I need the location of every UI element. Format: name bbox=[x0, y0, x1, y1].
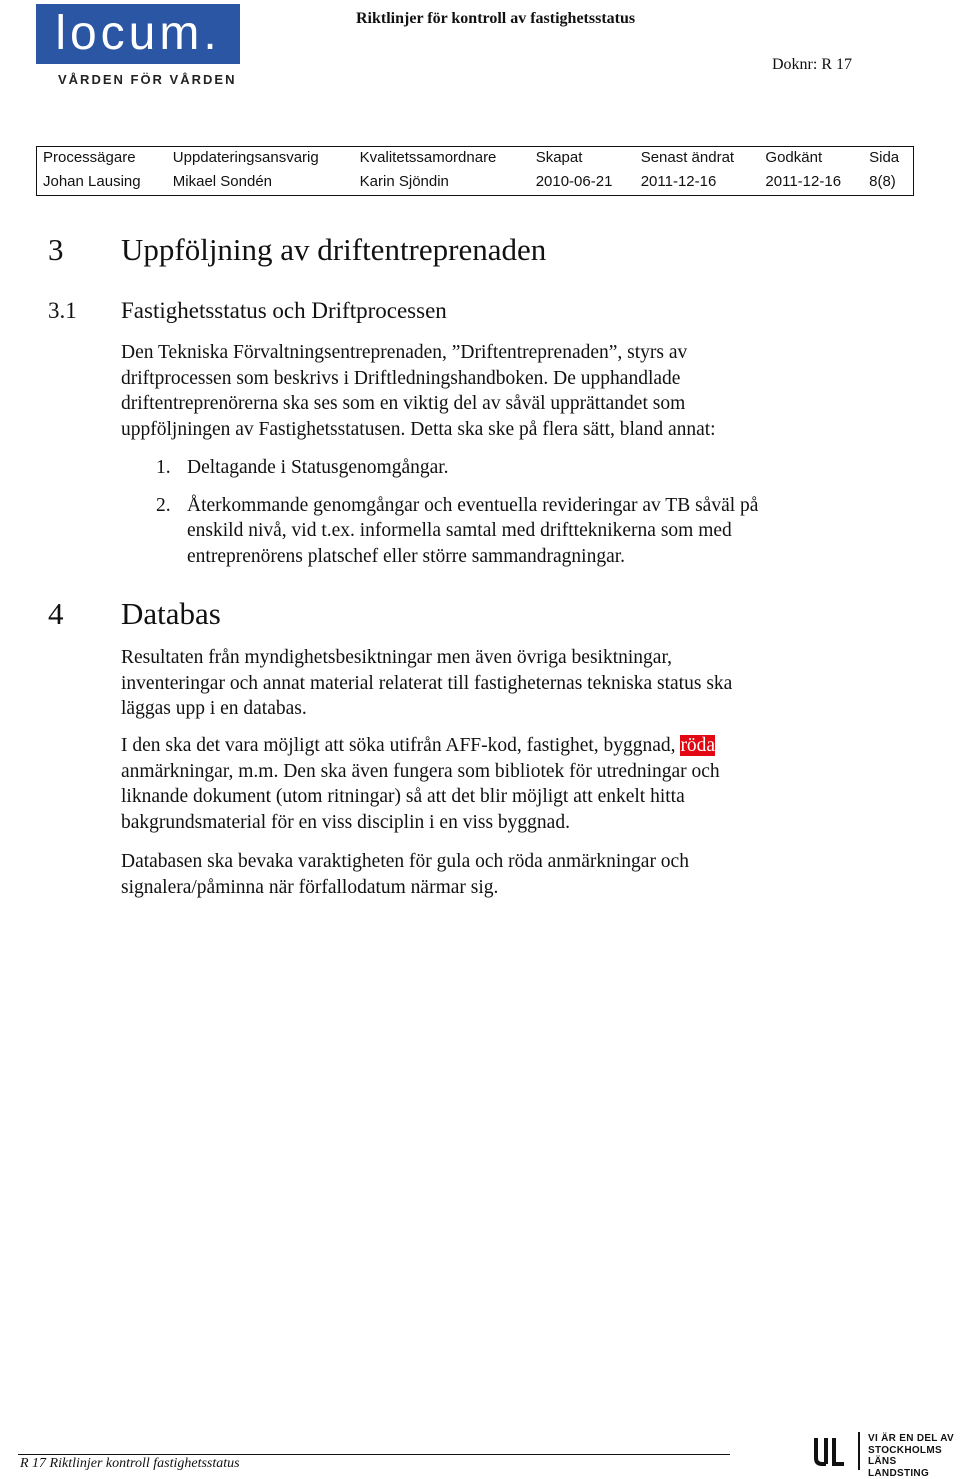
meta-header-cell: Senast ändrat bbox=[640, 149, 735, 166]
meta-header-cell: Sida bbox=[869, 149, 900, 166]
sll-logo-text bbox=[868, 1433, 960, 1479]
text-line: bakgrundsmaterial för en viss disciplin i en viss byggnad. bbox=[121, 811, 570, 833]
logo-text: locum. bbox=[55, 7, 221, 60]
numbered-list bbox=[156, 455, 856, 569]
document-meta-table bbox=[36, 146, 914, 196]
section-number: 3 bbox=[48, 232, 64, 267]
meta-value-cell: Mikael Sondén bbox=[172, 173, 273, 190]
meta-header-row bbox=[37, 147, 914, 172]
list-item-number: 2. bbox=[156, 494, 171, 516]
text-line bbox=[121, 733, 831, 759]
text-line: driftprocessen som beskrivs i Driftledningshandboken. De upphandlade bbox=[121, 367, 681, 389]
sll-divider bbox=[858, 1432, 860, 1470]
meta-header-cell: Skapat bbox=[535, 149, 583, 166]
meta-header-cell: Godkänt bbox=[765, 149, 823, 166]
list-item-number: 1. bbox=[156, 457, 171, 478]
text-line: Databasen ska bevaka varaktigheten för gula och röda anmärkningar och bbox=[121, 851, 689, 872]
meta-header-cell: Processägare bbox=[43, 149, 136, 166]
text-line: läggas upp i en databas. bbox=[121, 698, 307, 719]
meta-header-cell: Uppdateringsansvarig bbox=[172, 149, 319, 166]
text-line: liknande dokument (utom ritningar) så att det blir möjligt att enkelt hitta bbox=[121, 786, 685, 807]
footer-text: R 17 Riktlinjer kontroll fastighetsstatus bbox=[20, 1456, 240, 1471]
section-title: Uppföljning av driftentreprenaden bbox=[121, 232, 547, 267]
locum-logo bbox=[36, 4, 240, 64]
meta-value-cell: 2011-12-16 bbox=[640, 173, 717, 190]
sll-text-line: LÄNS LANDSTING bbox=[868, 1456, 930, 1479]
document-number: Doknr: R 17 bbox=[772, 56, 852, 73]
meta-value-cell: 2010-06-21 bbox=[535, 173, 613, 190]
text-line: uppföljningen av Fastighetsstatusen. Detta ska ske på flera sätt, bland annat: bbox=[121, 418, 716, 440]
text-line: anmärkningar, m.m. Den ska även fungera som bibliotek för utredningar och bbox=[121, 760, 720, 782]
section-3-1-heading bbox=[48, 298, 848, 328]
text-line: driftentreprenörerna ska ses som en viktig del av såväl upprättandet som bbox=[121, 393, 686, 414]
section-4-paragraph-2 bbox=[121, 733, 831, 835]
highlighted-word: röda bbox=[680, 735, 716, 756]
section-number: 3.1 bbox=[48, 298, 77, 323]
sll-logo-icon bbox=[812, 1436, 846, 1466]
text-segment: I den ska det vara möjligt att söka utifrån AFF-kod, fastighet, byggnad, bbox=[121, 735, 681, 756]
section-4-heading bbox=[48, 596, 848, 636]
footer-divider bbox=[18, 1454, 730, 1455]
text-line: entreprenörens platschef eller större sammandragningar. bbox=[187, 545, 626, 567]
list-item bbox=[156, 455, 856, 481]
meta-header-cell: Kvalitetssamordnare bbox=[359, 149, 497, 166]
meta-value-row bbox=[37, 171, 914, 196]
document-title: Riktlinjer för kontroll av fastighetsstatus bbox=[356, 10, 636, 27]
text-line: inventeringar och annat material relaterat till fastigheternas tekniska status ska bbox=[121, 672, 733, 694]
text-line: enskild nivå, vid t.ex. informella samtal med driftteknikerna som med bbox=[187, 520, 732, 541]
sll-text-line: VI ÄR EN DEL AV bbox=[868, 1433, 954, 1444]
text-line: Den Tekniska Förvaltningsentreprenaden, ”Driftentreprenaden”, styrs av bbox=[121, 342, 688, 363]
section-3-1-paragraph bbox=[121, 340, 831, 442]
text-line: signalera/påminna när förfallodatum närmar sig. bbox=[121, 876, 499, 898]
meta-value-cell: 8(8) bbox=[869, 173, 896, 190]
text-line: Resultaten från myndighetsbesiktningar men även övriga besiktningar, bbox=[121, 647, 673, 668]
text-line: Deltagande i Statusgenomgångar. bbox=[187, 457, 449, 478]
meta-value-cell: Karin Sjöndin bbox=[359, 173, 449, 190]
section-3-heading bbox=[48, 232, 848, 272]
section-4-paragraph-3 bbox=[121, 849, 831, 900]
section-4-paragraph-1 bbox=[121, 645, 831, 722]
meta-value-cell: 2011-12-16 bbox=[765, 173, 842, 190]
section-title: Databas bbox=[121, 596, 221, 631]
section-number: 4 bbox=[48, 596, 64, 631]
logo-tagline: VÅRDEN FÖR VÅRDEN bbox=[58, 72, 237, 87]
sll-text-line: STOCKHOLMS bbox=[868, 1444, 942, 1456]
section-title: Fastighetsstatus och Driftprocessen bbox=[121, 298, 447, 323]
text-line: Återkommande genomgångar och eventuella revideringar av TB såväl på bbox=[187, 494, 759, 516]
meta-value-cell: Johan Lausing bbox=[43, 173, 141, 190]
list-item bbox=[156, 493, 856, 570]
